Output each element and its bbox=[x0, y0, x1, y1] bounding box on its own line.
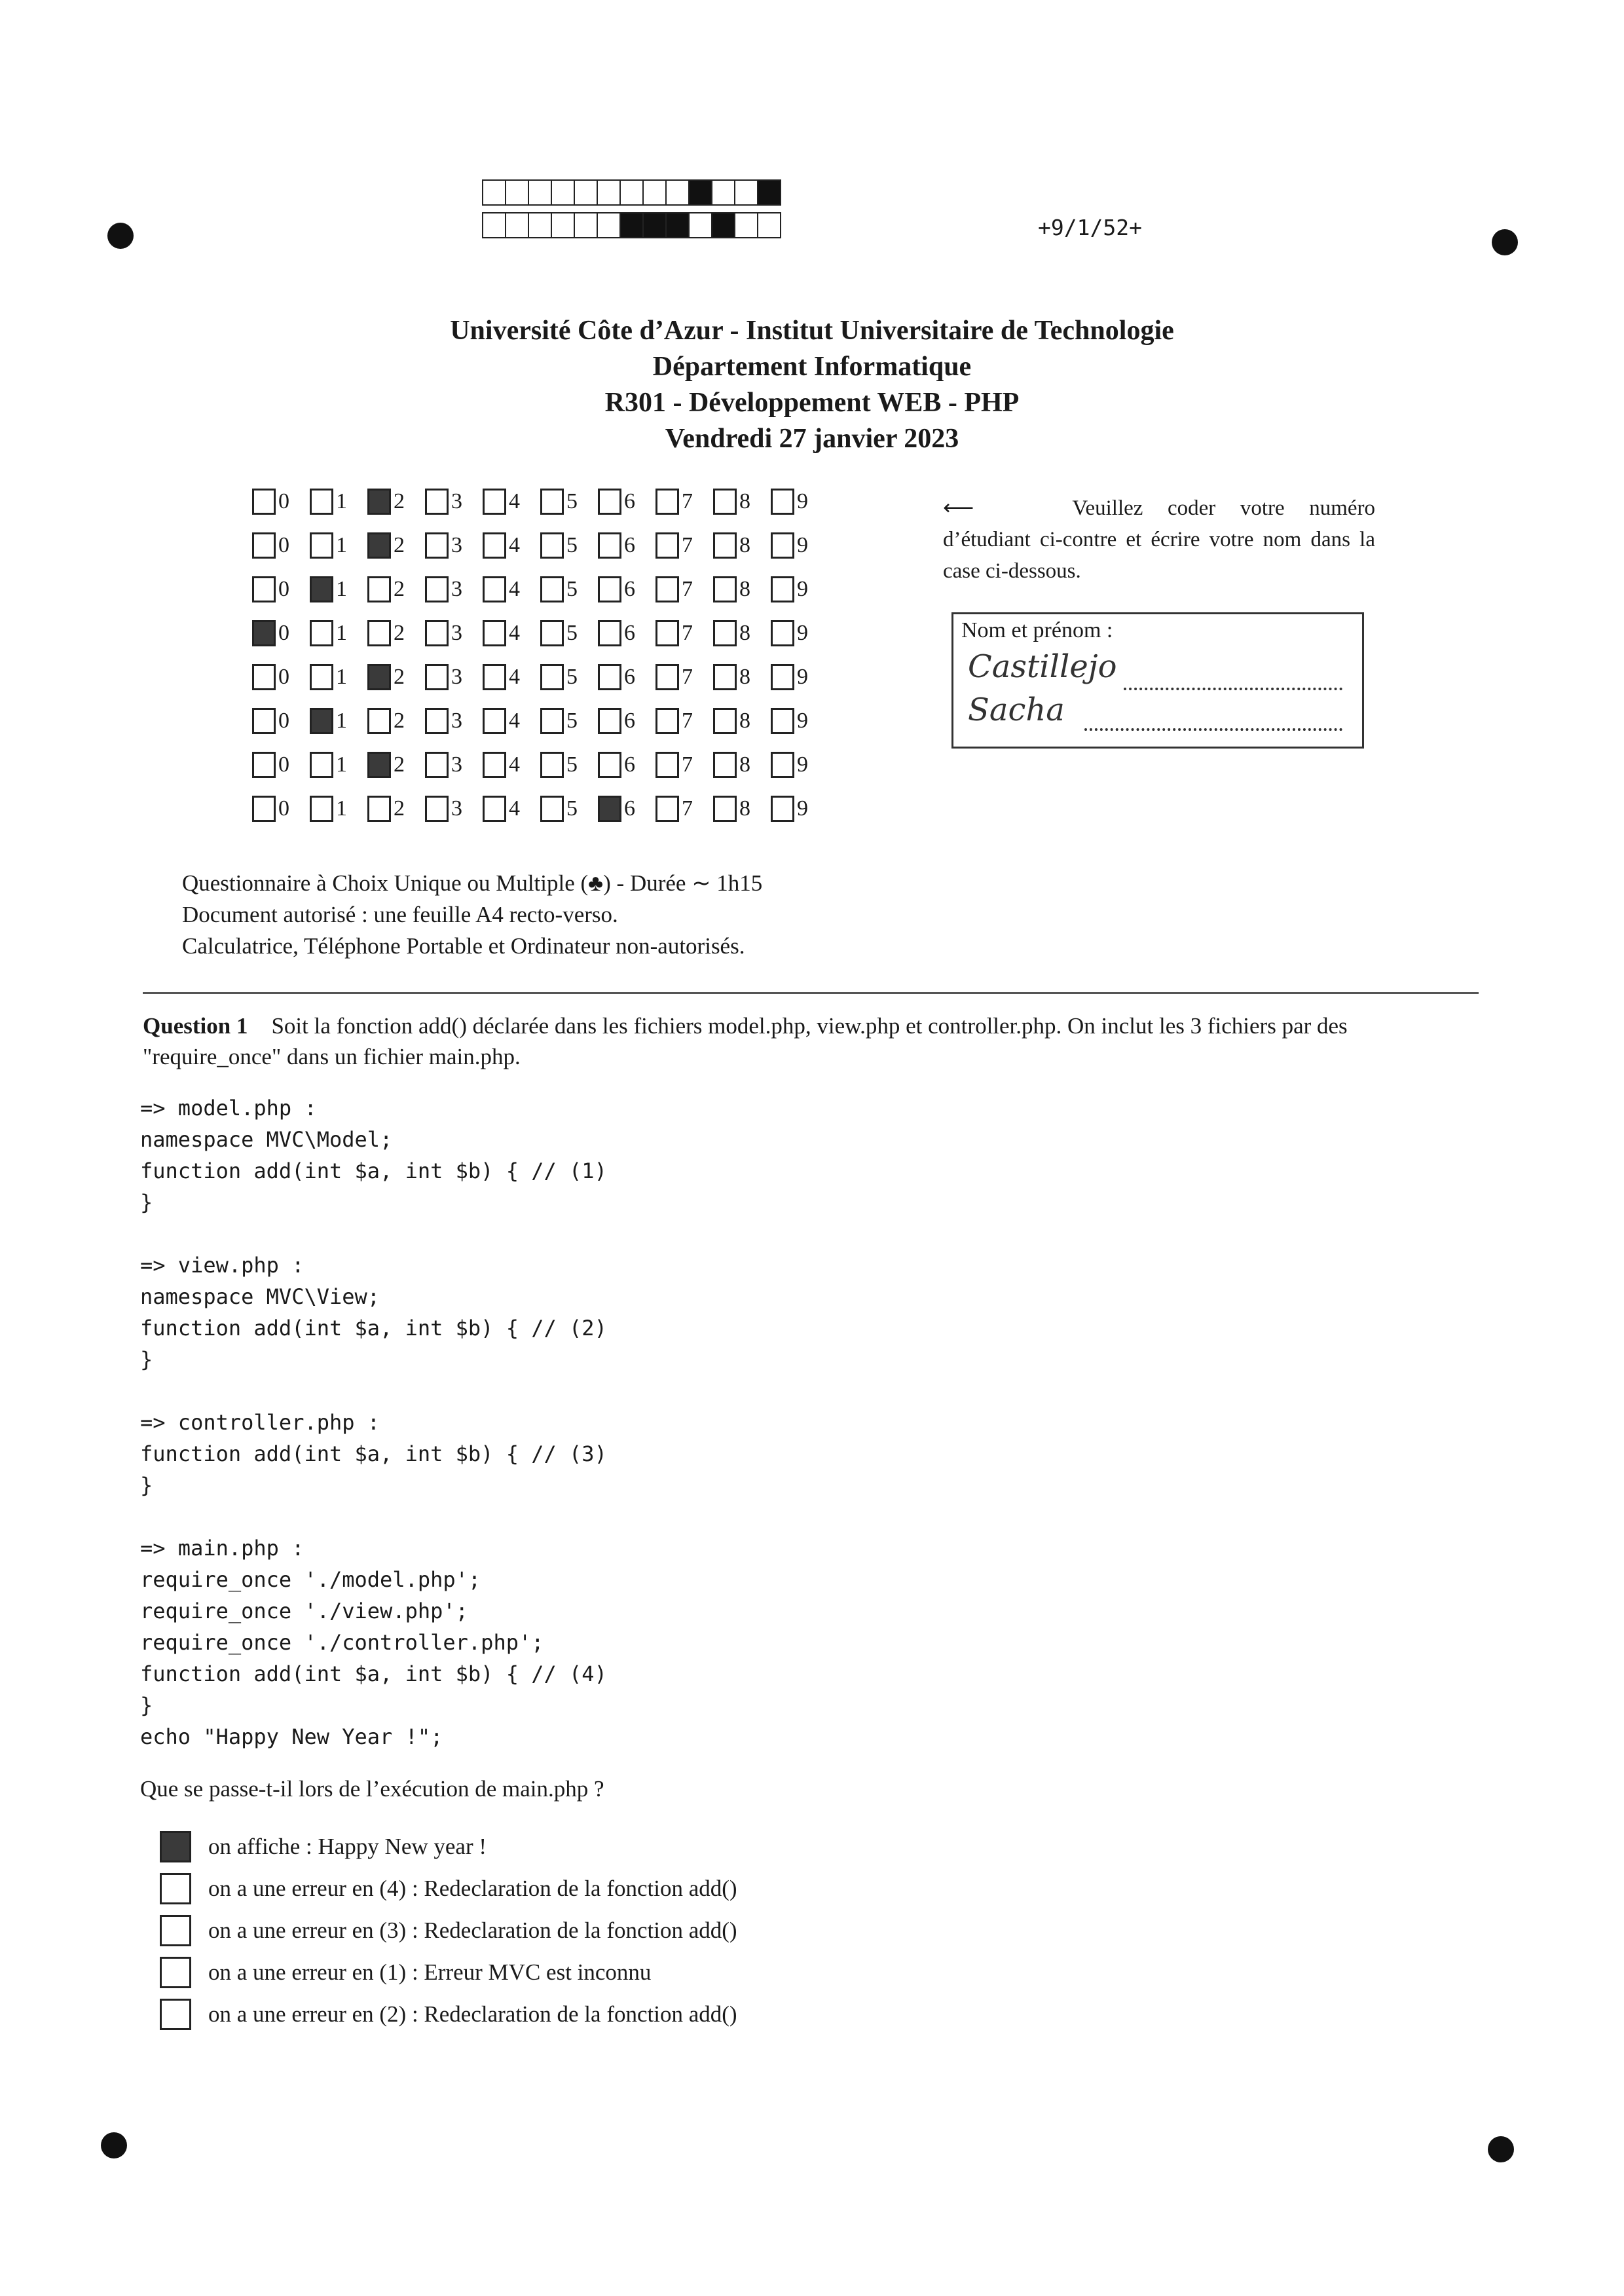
digit-cell bbox=[310, 618, 367, 649]
digit-label: 2 bbox=[394, 621, 405, 645]
exam-header bbox=[0, 313, 1624, 457]
student-number-row bbox=[252, 793, 828, 824]
digit-checkbox[interactable] bbox=[425, 620, 449, 646]
digit-checkbox[interactable] bbox=[252, 620, 276, 646]
digit-cell bbox=[367, 486, 425, 517]
digit-label: 4 bbox=[509, 577, 520, 601]
registration-mark-bottom-left bbox=[101, 2132, 127, 2158]
header-date: Vendredi 27 janvier 2023 bbox=[665, 424, 959, 454]
digit-cell bbox=[310, 705, 367, 737]
digit-label: 0 bbox=[278, 577, 289, 601]
digit-label: 7 bbox=[682, 665, 693, 689]
digit-checkbox[interactable] bbox=[367, 664, 391, 690]
digit-checkbox[interactable] bbox=[310, 576, 333, 602]
digit-checkbox[interactable] bbox=[655, 664, 679, 690]
instruction-line: Document autorisé : une feuille A4 recto-verso. bbox=[182, 902, 618, 927]
digit-cell bbox=[425, 793, 483, 824]
digit-label: 8 bbox=[739, 752, 750, 777]
digit-label: 1 bbox=[336, 533, 347, 557]
digit-cell bbox=[252, 661, 310, 693]
digit-checkbox[interactable] bbox=[540, 532, 564, 559]
digit-label: 5 bbox=[566, 621, 578, 645]
digit-checkbox[interactable] bbox=[252, 532, 276, 559]
digit-label: 5 bbox=[566, 752, 578, 777]
digit-cell bbox=[540, 574, 598, 605]
digit-label: 8 bbox=[739, 577, 750, 601]
digit-cell bbox=[713, 661, 771, 693]
student-number-row bbox=[252, 705, 828, 737]
digit-cell bbox=[771, 749, 828, 781]
digit-label: 4 bbox=[509, 489, 520, 513]
digit-cell bbox=[483, 749, 540, 781]
digit-cell bbox=[367, 661, 425, 693]
digit-cell bbox=[252, 749, 310, 781]
digit-cell bbox=[252, 705, 310, 737]
digit-label: 0 bbox=[278, 621, 289, 645]
header-course: R301 - Développement WEB - PHP bbox=[604, 388, 1020, 418]
digit-label: 3 bbox=[451, 709, 462, 733]
digit-label: 2 bbox=[394, 665, 405, 689]
student-number-row bbox=[252, 749, 828, 781]
digit-checkbox[interactable] bbox=[598, 796, 621, 822]
answer-option[interactable] bbox=[160, 1993, 737, 2035]
digit-label: 3 bbox=[451, 621, 462, 645]
digit-checkbox[interactable] bbox=[655, 532, 679, 559]
answer-text: on a une erreur en (2) : Redeclaration de la fonction add() bbox=[208, 2001, 737, 2027]
digit-checkbox[interactable] bbox=[540, 708, 564, 734]
digit-cell bbox=[367, 749, 425, 781]
digit-checkbox[interactable] bbox=[425, 752, 449, 778]
digit-checkbox[interactable] bbox=[425, 796, 449, 822]
digit-label: 2 bbox=[394, 577, 405, 601]
digit-cell bbox=[655, 486, 713, 517]
digit-label: 9 bbox=[797, 709, 808, 733]
digit-label: 9 bbox=[797, 796, 808, 821]
digit-label: 4 bbox=[509, 752, 520, 777]
digit-checkbox[interactable] bbox=[483, 708, 506, 734]
digit-label: 9 bbox=[797, 621, 808, 645]
digit-label: 4 bbox=[509, 709, 520, 733]
digit-cell bbox=[540, 705, 598, 737]
header-department: Département Informatique bbox=[652, 352, 972, 382]
digit-cell bbox=[598, 749, 655, 781]
digit-checkbox[interactable] bbox=[655, 576, 679, 602]
digit-checkbox[interactable] bbox=[713, 796, 737, 822]
digit-label: 3 bbox=[451, 577, 462, 601]
student-number-row bbox=[252, 574, 828, 605]
student-number-row bbox=[252, 618, 828, 649]
digit-cell bbox=[713, 486, 771, 517]
digit-label: 5 bbox=[566, 709, 578, 733]
digit-checkbox[interactable] bbox=[310, 752, 333, 778]
digit-cell bbox=[540, 486, 598, 517]
digit-cell bbox=[598, 705, 655, 737]
digit-checkbox[interactable] bbox=[655, 708, 679, 734]
digit-cell bbox=[655, 661, 713, 693]
header-university: Université Côte d’Azur - Institut Universitaire de Technologie bbox=[450, 316, 1174, 346]
digit-cell bbox=[252, 618, 310, 649]
digit-label: 6 bbox=[624, 577, 635, 601]
first-name-line bbox=[1084, 728, 1342, 731]
digit-checkbox[interactable] bbox=[540, 489, 564, 515]
instruction-line: Questionnaire à Choix Unique ou Multiple (♣) - Durée ∼ 1h15 bbox=[182, 870, 763, 896]
digit-label: 7 bbox=[682, 621, 693, 645]
digit-checkbox[interactable] bbox=[598, 532, 621, 559]
digit-cell bbox=[771, 661, 828, 693]
digit-label: 6 bbox=[624, 796, 635, 821]
digit-label: 7 bbox=[682, 752, 693, 777]
digit-label: 0 bbox=[278, 489, 289, 513]
digit-checkbox[interactable] bbox=[655, 796, 679, 822]
digit-checkbox[interactable] bbox=[252, 576, 276, 602]
digit-cell bbox=[540, 749, 598, 781]
answer-checkbox[interactable] bbox=[160, 1831, 191, 1862]
digit-checkbox[interactable] bbox=[252, 489, 276, 515]
digit-checkbox[interactable] bbox=[598, 489, 621, 515]
digit-cell bbox=[540, 661, 598, 693]
digit-checkbox[interactable] bbox=[483, 532, 506, 559]
digit-checkbox[interactable] bbox=[252, 752, 276, 778]
digit-cell bbox=[483, 661, 540, 693]
digit-cell bbox=[483, 705, 540, 737]
digit-cell bbox=[252, 530, 310, 561]
digit-label: 9 bbox=[797, 752, 808, 777]
digit-checkbox[interactable] bbox=[367, 708, 391, 734]
digit-cell bbox=[425, 661, 483, 693]
name-box[interactable] bbox=[951, 612, 1364, 749]
registration-mark-top-left bbox=[107, 223, 134, 249]
digit-checkbox[interactable] bbox=[655, 489, 679, 515]
digit-label: 8 bbox=[739, 489, 750, 513]
digit-cell bbox=[367, 574, 425, 605]
digit-label: 0 bbox=[278, 709, 289, 733]
answer-text: on a une erreur en (4) : Redeclaration de la fonction add() bbox=[208, 1876, 737, 1901]
digit-checkbox[interactable] bbox=[483, 752, 506, 778]
digit-cell bbox=[771, 530, 828, 561]
digit-cell bbox=[425, 749, 483, 781]
digit-cell bbox=[771, 618, 828, 649]
digit-cell bbox=[310, 530, 367, 561]
digit-checkbox[interactable] bbox=[598, 752, 621, 778]
digit-label: 6 bbox=[624, 709, 635, 733]
digit-checkbox[interactable] bbox=[713, 620, 737, 646]
digit-label: 3 bbox=[451, 665, 462, 689]
divider bbox=[143, 992, 1479, 994]
digit-cell bbox=[540, 530, 598, 561]
digit-cell bbox=[598, 793, 655, 824]
question-prompt: Que se passe-t-il lors de l’exécution de main.php ? bbox=[140, 1776, 604, 1802]
digit-cell bbox=[310, 486, 367, 517]
digit-checkbox[interactable] bbox=[425, 664, 449, 690]
digit-checkbox[interactable] bbox=[425, 532, 449, 559]
digit-cell bbox=[425, 618, 483, 649]
digit-checkbox[interactable] bbox=[252, 796, 276, 822]
digit-checkbox[interactable] bbox=[713, 708, 737, 734]
digit-label: 4 bbox=[509, 665, 520, 689]
digit-cell bbox=[598, 618, 655, 649]
digit-cell bbox=[598, 661, 655, 693]
answer-text: on affiche : Happy New year ! bbox=[208, 1834, 487, 1859]
digit-label: 1 bbox=[336, 665, 347, 689]
digit-label: 8 bbox=[739, 621, 750, 645]
digit-cell bbox=[771, 705, 828, 737]
digit-label: 7 bbox=[682, 577, 693, 601]
digit-label: 0 bbox=[278, 665, 289, 689]
student-number-row bbox=[252, 530, 828, 561]
digit-label: 2 bbox=[394, 796, 405, 821]
digit-checkbox[interactable] bbox=[367, 620, 391, 646]
digit-cell bbox=[713, 793, 771, 824]
barcode-row-1 bbox=[482, 179, 780, 206]
digit-label: 9 bbox=[797, 577, 808, 601]
digit-cell bbox=[483, 486, 540, 517]
digit-cell bbox=[425, 705, 483, 737]
sheet-code: +9/1/52+ bbox=[1038, 215, 1142, 240]
digit-label: 8 bbox=[739, 796, 750, 821]
answer-option[interactable] bbox=[160, 1952, 737, 1993]
digit-label: 6 bbox=[624, 621, 635, 645]
answer-checkbox[interactable] bbox=[160, 1957, 191, 1988]
digit-label: 4 bbox=[509, 533, 520, 557]
code-listing: => model.php : namespace MVC\Model; function add(int $a, int $b) { // (1) } => view.php : namespace MVC\View; function add(int $a, int $b) { // (2) } => controller.php : function add(int $a, int $b) { // (3) } => main.php : require_once './model.php'; require_once './view.php'; require_once './controller.php'; function add(int $a, int $b) { // (4) } echo "Happy New Year !"; bbox=[140, 1096, 607, 1749]
answer-checkbox[interactable] bbox=[160, 1999, 191, 2030]
digit-checkbox[interactable] bbox=[655, 620, 679, 646]
digit-label: 8 bbox=[739, 709, 750, 733]
digit-label: 5 bbox=[566, 665, 578, 689]
digit-cell bbox=[598, 486, 655, 517]
digit-label: 7 bbox=[682, 709, 693, 733]
digit-cell bbox=[598, 574, 655, 605]
digit-cell bbox=[655, 530, 713, 561]
digit-checkbox[interactable] bbox=[310, 532, 333, 559]
handwritten-first-name: Sacha bbox=[968, 692, 1065, 728]
answer-option[interactable] bbox=[160, 1910, 737, 1952]
digit-checkbox[interactable] bbox=[540, 620, 564, 646]
answer-checkbox[interactable] bbox=[160, 1915, 191, 1946]
digit-checkbox[interactable] bbox=[771, 489, 794, 515]
instruction-line: Calculatrice, Téléphone Portable et Ordinateur non-autorisés. bbox=[182, 933, 745, 959]
question-1 bbox=[143, 1010, 1482, 1072]
digit-checkbox[interactable] bbox=[425, 576, 449, 602]
digit-cell bbox=[598, 530, 655, 561]
digit-label: 6 bbox=[624, 752, 635, 777]
digit-cell bbox=[367, 705, 425, 737]
digit-checkbox[interactable] bbox=[771, 576, 794, 602]
digit-cell bbox=[655, 705, 713, 737]
digit-checkbox[interactable] bbox=[771, 708, 794, 734]
digit-cell bbox=[310, 793, 367, 824]
digit-cell bbox=[252, 486, 310, 517]
digit-cell bbox=[655, 793, 713, 824]
digit-checkbox[interactable] bbox=[483, 796, 506, 822]
digit-checkbox[interactable] bbox=[598, 664, 621, 690]
digit-cell bbox=[713, 618, 771, 649]
digit-checkbox[interactable] bbox=[540, 796, 564, 822]
digit-label: 3 bbox=[451, 489, 462, 513]
digit-checkbox[interactable] bbox=[771, 664, 794, 690]
digit-label: 0 bbox=[278, 752, 289, 777]
digit-label: 0 bbox=[278, 796, 289, 821]
digit-checkbox[interactable] bbox=[252, 708, 276, 734]
digit-label: 5 bbox=[566, 577, 578, 601]
digit-checkbox[interactable] bbox=[483, 664, 506, 690]
digit-label: 2 bbox=[394, 533, 405, 557]
digit-checkbox[interactable] bbox=[655, 752, 679, 778]
digit-checkbox[interactable] bbox=[713, 664, 737, 690]
digit-cell bbox=[483, 793, 540, 824]
question-label: Question 1 bbox=[143, 1013, 248, 1039]
digit-cell bbox=[540, 793, 598, 824]
digit-cell bbox=[540, 618, 598, 649]
digit-checkbox[interactable] bbox=[771, 752, 794, 778]
digit-checkbox[interactable] bbox=[713, 489, 737, 515]
digit-cell bbox=[367, 530, 425, 561]
digit-label: 1 bbox=[336, 709, 347, 733]
digit-label: 4 bbox=[509, 621, 520, 645]
digit-cell bbox=[655, 749, 713, 781]
digit-label: 6 bbox=[624, 665, 635, 689]
digit-cell bbox=[713, 749, 771, 781]
digit-checkbox[interactable] bbox=[483, 489, 506, 515]
answer-option[interactable] bbox=[160, 1868, 737, 1910]
digit-checkbox[interactable] bbox=[483, 576, 506, 602]
digit-label: 7 bbox=[682, 489, 693, 513]
digit-checkbox[interactable] bbox=[771, 620, 794, 646]
left-arrow-icon: ⟵ bbox=[943, 496, 974, 520]
digit-checkbox[interactable] bbox=[425, 489, 449, 515]
digit-checkbox[interactable] bbox=[713, 752, 737, 778]
digit-checkbox[interactable] bbox=[425, 708, 449, 734]
digit-cell bbox=[771, 486, 828, 517]
digit-cell bbox=[425, 574, 483, 605]
digit-label: 1 bbox=[336, 577, 347, 601]
digit-label: 1 bbox=[336, 796, 347, 821]
digit-checkbox[interactable] bbox=[367, 752, 391, 778]
question-text: Soit la fonction add() déclarée dans les fichiers model.php, view.php et controller.php. On inclut les 3 fichiers par des "require_once" dans un fichier main.php. bbox=[143, 1013, 1348, 1069]
student-number-row bbox=[252, 661, 828, 693]
registration-mark-top-right bbox=[1492, 229, 1518, 255]
registration-mark-bottom-right bbox=[1488, 2136, 1514, 2162]
digit-checkbox[interactable] bbox=[598, 576, 621, 602]
digit-checkbox[interactable] bbox=[310, 664, 333, 690]
digit-checkbox[interactable] bbox=[713, 532, 737, 559]
digit-cell bbox=[483, 618, 540, 649]
barcode-row-2 bbox=[482, 212, 780, 238]
digit-cell bbox=[483, 530, 540, 561]
digit-label: 8 bbox=[739, 665, 750, 689]
digit-checkbox[interactable] bbox=[540, 752, 564, 778]
digit-label: 8 bbox=[739, 533, 750, 557]
digit-cell bbox=[713, 530, 771, 561]
digit-checkbox[interactable] bbox=[310, 796, 333, 822]
digit-checkbox[interactable] bbox=[310, 708, 333, 734]
digit-cell bbox=[252, 574, 310, 605]
digit-cell bbox=[310, 574, 367, 605]
digit-label: 5 bbox=[566, 489, 578, 513]
digit-label: 2 bbox=[394, 709, 405, 733]
digit-label: 1 bbox=[336, 752, 347, 777]
student-number-row bbox=[252, 486, 828, 517]
digit-checkbox[interactable] bbox=[310, 489, 333, 515]
handwritten-last-name: Castillejo bbox=[968, 648, 1117, 685]
digit-label: 5 bbox=[566, 796, 578, 821]
digit-checkbox[interactable] bbox=[367, 489, 391, 515]
digit-cell bbox=[425, 486, 483, 517]
digit-checkbox[interactable] bbox=[540, 664, 564, 690]
digit-checkbox[interactable] bbox=[367, 576, 391, 602]
answer-checkbox[interactable] bbox=[160, 1873, 191, 1904]
digit-label: 7 bbox=[682, 796, 693, 821]
digit-cell bbox=[655, 574, 713, 605]
digit-checkbox[interactable] bbox=[540, 576, 564, 602]
digit-label: 1 bbox=[336, 489, 347, 513]
digit-checkbox[interactable] bbox=[771, 532, 794, 559]
digit-label: 3 bbox=[451, 796, 462, 821]
digit-cell bbox=[483, 574, 540, 605]
digit-label: 2 bbox=[394, 489, 405, 513]
digit-checkbox[interactable] bbox=[367, 532, 391, 559]
digit-checkbox[interactable] bbox=[310, 620, 333, 646]
digit-label: 0 bbox=[278, 533, 289, 557]
digit-label: 5 bbox=[566, 533, 578, 557]
digit-label: 7 bbox=[682, 533, 693, 557]
digit-label: 9 bbox=[797, 665, 808, 689]
digit-cell bbox=[310, 749, 367, 781]
exam-instructions bbox=[182, 868, 762, 962]
digit-label: 9 bbox=[797, 533, 808, 557]
digit-checkbox[interactable] bbox=[252, 664, 276, 690]
answer-text: on a une erreur en (1) : Erreur MVC est inconnu bbox=[208, 1959, 652, 1985]
digit-cell bbox=[771, 793, 828, 824]
name-box-label: Nom et prénom : bbox=[961, 618, 1113, 642]
last-name-line bbox=[1124, 688, 1342, 690]
digit-label: 3 bbox=[451, 533, 462, 557]
digit-checkbox[interactable] bbox=[367, 796, 391, 822]
digit-cell bbox=[310, 661, 367, 693]
answer-options bbox=[160, 1826, 737, 2035]
digit-cell bbox=[771, 574, 828, 605]
digit-cell bbox=[252, 793, 310, 824]
answer-text: on a une erreur en (3) : Redeclaration de la fonction add() bbox=[208, 1917, 737, 1943]
digit-label: 9 bbox=[797, 489, 808, 513]
id-instructions-text: Veuillez coder votre numéro d’étudiant ci-contre et écrire votre nom dans la case ci-dessous. bbox=[943, 496, 1375, 583]
digit-cell bbox=[713, 705, 771, 737]
digit-checkbox[interactable] bbox=[771, 796, 794, 822]
answer-option[interactable] bbox=[160, 1826, 737, 1868]
digit-cell bbox=[367, 793, 425, 824]
digit-cell bbox=[713, 574, 771, 605]
digit-checkbox[interactable] bbox=[598, 708, 621, 734]
digit-checkbox[interactable] bbox=[483, 620, 506, 646]
digit-label: 3 bbox=[451, 752, 462, 777]
digit-cell bbox=[425, 530, 483, 561]
digit-label: 4 bbox=[509, 796, 520, 821]
digit-checkbox[interactable] bbox=[713, 576, 737, 602]
digit-cell bbox=[367, 618, 425, 649]
digit-cell bbox=[655, 618, 713, 649]
digit-label: 2 bbox=[394, 752, 405, 777]
id-instructions bbox=[943, 492, 1375, 587]
digit-label: 6 bbox=[624, 489, 635, 513]
digit-checkbox[interactable] bbox=[598, 620, 621, 646]
digit-label: 6 bbox=[624, 533, 635, 557]
digit-label: 1 bbox=[336, 621, 347, 645]
